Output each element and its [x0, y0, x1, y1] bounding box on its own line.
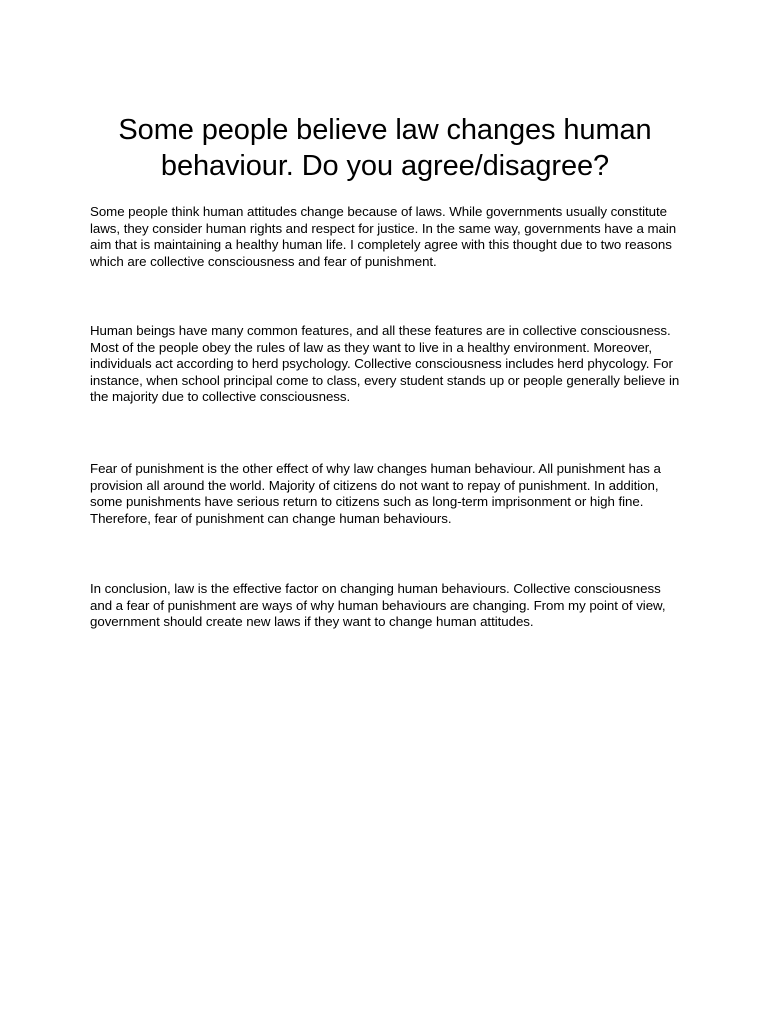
paragraph-collective-consciousness: Human beings have many common features, and all these features are in collective consciousness. Most of the people obey the rules of law as they want to live in a healthy environment. Moreover, individuals act according to herd psychology. Collective consciousness includes herd phycology. For instance, when school principal come to class, every student stands up or people generally believe in the majority due to collective consciousness. — [90, 323, 680, 405]
paragraph-introduction: Some people think human attitudes change because of laws. While governments usually constitute laws, they consider human rights and respect for justice. In the same way, governments have a main aim that is maintaining a healthy human life. I completely agree with this thought due to two reasons which are collective consciousness and fear of punishment. — [90, 204, 677, 269]
paragraph-fear-of-punishment: Fear of punishment is the other effect of why law changes human behaviour. All punishment has a provision all around the world. Majority of citizens do not want to repay of punishment. In addition, some punishments have serious return to citizens such as long-term imprisonment or high fine. Therefore, fear of punishment can change human behaviours. — [90, 461, 661, 526]
document-title: Some people believe law changes human behaviour. Do you agree/disagree? — [118, 114, 652, 182]
paragraph-conclusion: In conclusion, law is the effective factor on changing human behaviours. Collective consciousness and a fear of punishment are ways of why human behaviours are changing. From my point of view, government should create new laws if they want to change human attitudes. — [90, 581, 666, 630]
